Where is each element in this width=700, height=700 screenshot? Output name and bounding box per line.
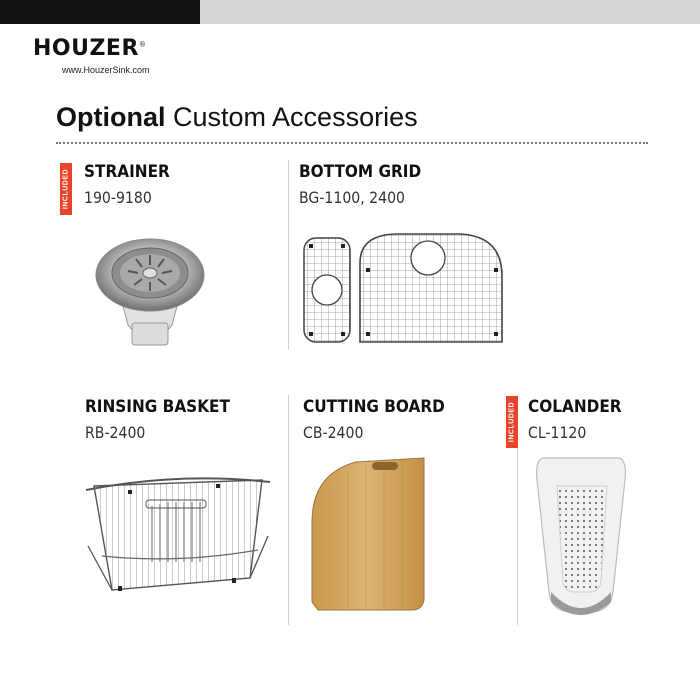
item-title-bottom-grid: BOTTOM GRID	[299, 162, 422, 182]
item-code-rinsing-basket: RB-2400	[85, 423, 146, 442]
column-divider	[288, 395, 289, 625]
bottom-grid-image	[300, 228, 510, 348]
cutting-board-image	[300, 452, 430, 617]
brand-website: www.HouzerSink.com	[62, 65, 150, 75]
heading-rest: Custom Accessories	[173, 102, 418, 132]
included-badge: INCLUDED	[60, 163, 72, 215]
item-title-rinsing-basket: RINSING BASKET	[85, 397, 230, 417]
rinsing-basket-image	[82, 466, 274, 606]
heading-bold: Optional	[56, 102, 166, 132]
page-heading	[56, 102, 418, 133]
item-code-bottom-grid: BG-1100, 2400	[299, 188, 406, 207]
dotted-divider	[56, 142, 648, 144]
brand-logo	[33, 36, 146, 61]
item-title-cutting-board: CUTTING BOARD	[303, 397, 445, 417]
column-divider	[288, 160, 289, 350]
trademark-symbol: ®	[138, 40, 147, 49]
item-code-strainer: 190-9180	[84, 188, 152, 207]
item-code-cutting-board: CB-2400	[303, 423, 364, 442]
colander-image	[533, 452, 628, 622]
top-bar-dark	[0, 0, 200, 24]
top-bar-light	[200, 0, 700, 24]
strainer-image	[90, 225, 210, 350]
item-title-strainer: STRAINER	[84, 162, 170, 182]
item-title-colander: COLANDER	[528, 397, 622, 417]
brand-name: HOUZER	[33, 36, 139, 61]
item-code-colander: CL-1120	[528, 423, 587, 442]
included-badge: INCLUDED	[506, 396, 518, 448]
